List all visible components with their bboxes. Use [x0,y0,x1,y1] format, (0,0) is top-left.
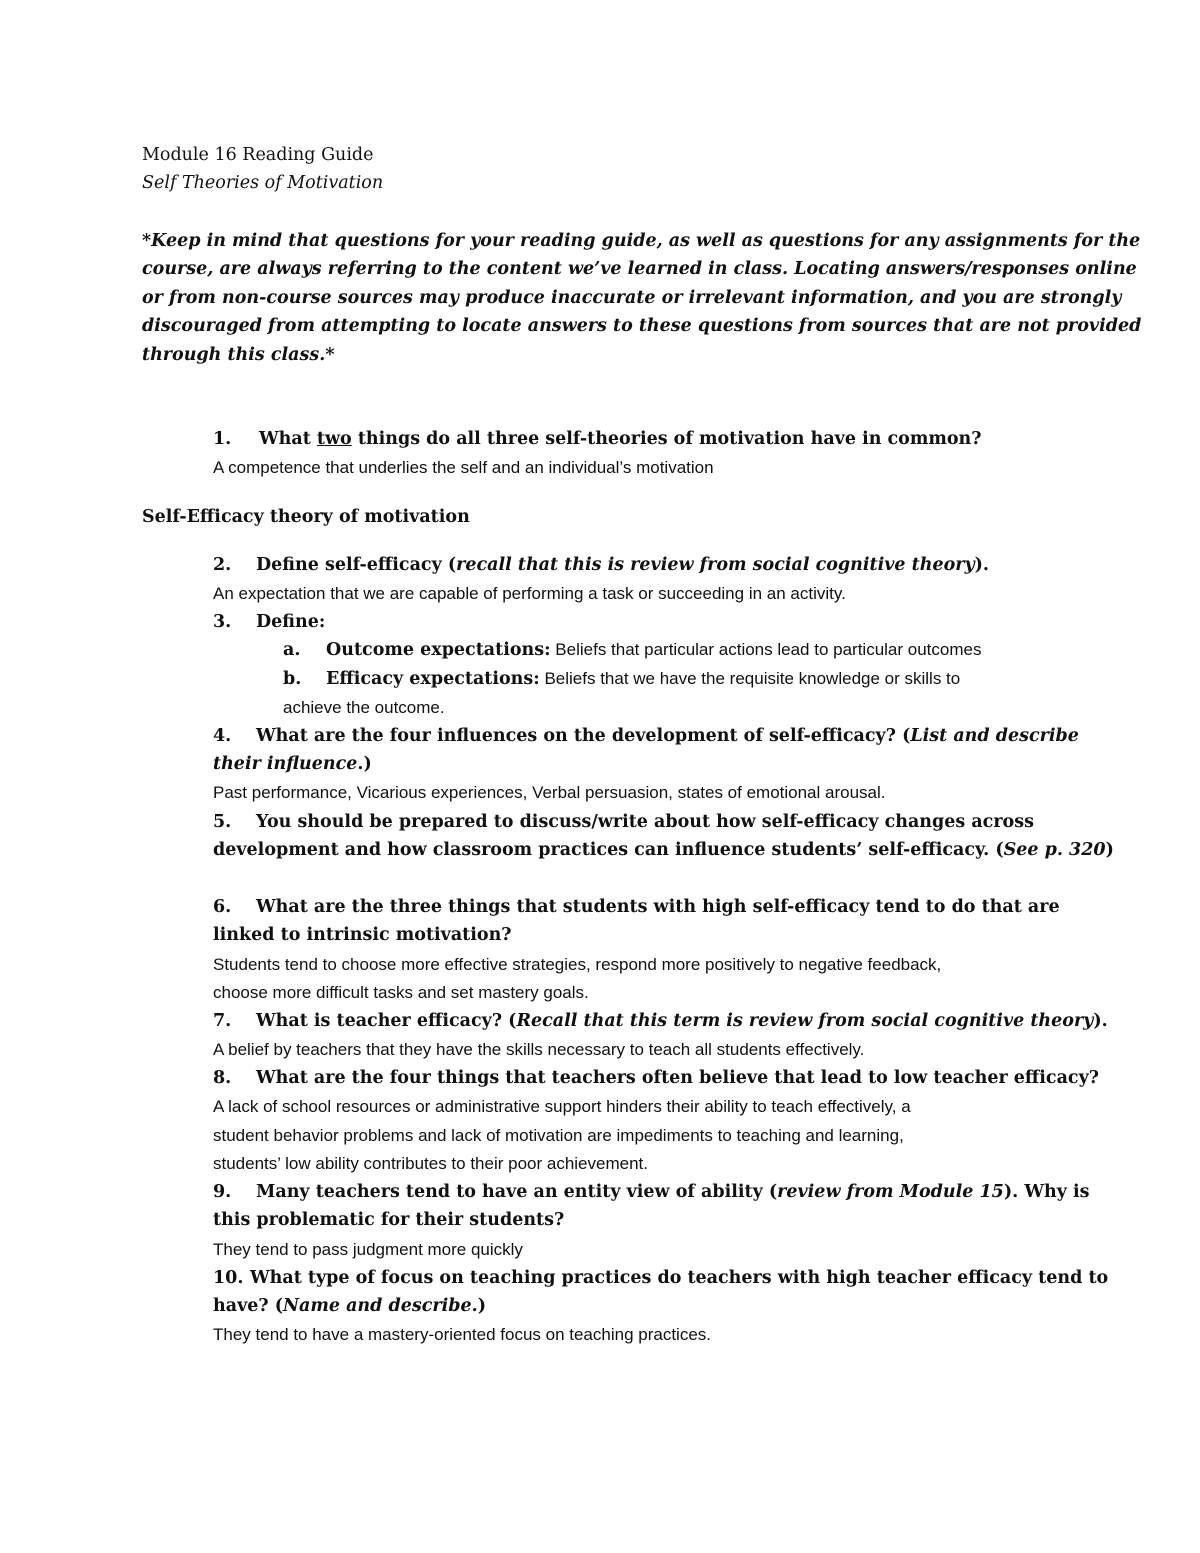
notice-line: through this class.* [142,345,335,365]
question-4: 4. What are the four influences on the development of self-efficacy? (List and describe [213,726,1079,746]
question-number: 1. [213,429,232,449]
emphasis-underline: two [316,429,352,449]
question-number: 5. [213,812,232,832]
question-6: 6. What are the three things that students with high self-efficacy tend to do that are [213,897,1060,917]
question-10: 10. What type of focus on teaching practices do teachers with high teacher efficacy tend to [213,1268,1109,1288]
question-2: 2. Define self-efficacy (recall that this is review from social cognitive theory). [213,555,990,575]
question-3a: a. Outcome expectations: Beliefs that particular actions lead to particular outcomes [283,640,982,660]
question-3b-continuation: achieve the outcome. [283,698,445,717]
notice-line: discouraged from attempting to locate answers to these questions from sources that are not provided [142,316,1142,336]
answer-8: A lack of school resources or administrative support hinders their ability to teach effectively, a [213,1097,911,1116]
answer-1: A competence that underlies the self and an individual’s motivation [213,458,714,477]
notice-line: or from non-course sources may produce inaccurate or irrelevant information, and you are strongly [142,288,1122,308]
question-3b: b. Efficacy expectations: Beliefs that we have the requisite knowledge or skills to [283,669,961,689]
question-8: 8. What are the four things that teachers often believe that lead to low teacher efficacy? [213,1068,1099,1088]
question-number: 6. [213,897,232,917]
question-number: 10. [213,1268,244,1288]
answer-9: They tend to pass judgment more quickly [213,1240,523,1259]
question-number: 3. [213,612,232,632]
question-5-continuation: development and how classroom practices can influence students’ self-efficacy. (See p. 320) [213,840,1114,860]
question-9: 9. Many teachers tend to have an entity view of ability (review from Module 15). Why is [213,1182,1090,1202]
section-heading: Self-Efficacy theory of motivation [142,507,470,527]
answer-7: A belief by teachers that they have the skills necessary to teach all students effectively. [213,1040,865,1059]
question-7: 7. What is teacher efficacy? (Recall that this term is review from social cognitive theory). [213,1011,1108,1031]
question-number: 2. [213,555,232,575]
question-6-continuation: linked to intrinsic motivation? [213,925,512,945]
answer-10: They tend to have a mastery-oriented focus on teaching practices. [213,1325,711,1344]
answer-8: student behavior problems and lack of motivation are impediments to teaching and learning, [213,1126,904,1145]
question-4-continuation: their influence.) [213,754,372,774]
doc-subtitle: Self Theories of Motivation [142,173,384,193]
answer-8: students’ low ability contributes to their poor achievement. [213,1154,648,1173]
answer-6: Students tend to choose more effective strategies, respond more positively to negative feedback, [213,955,942,974]
question-number: 4. [213,726,232,746]
question-10-continuation: have? (Name and describe.) [213,1296,486,1316]
answer-4: Past performance, Vicarious experiences, Verbal persuasion, states of emotional arousal. [213,783,886,802]
question-number: 8. [213,1068,232,1088]
question-5: 5. You should be prepared to discuss/write about how self-efficacy changes across [213,812,1034,832]
question-9-continuation: this problematic for their students? [213,1210,565,1230]
notice-line: *Keep in mind that questions for your reading guide, as well as questions for any assignments for the [142,231,1141,251]
question-number: 9. [213,1182,232,1202]
question-3: 3. Define: [213,612,326,632]
question-number: 7. [213,1011,232,1031]
question-1: 1. What two things do all three self-theories of motivation have in common? [213,429,982,449]
doc-title: Module 16 Reading Guide [142,145,374,165]
notice-line: course, are always referring to the content we’ve learned in class. Locating answers/responses online [142,259,1137,279]
answer-2: An expectation that we are capable of performing a task or succeeding in an activity. [213,584,846,603]
answer-6: choose more difficult tasks and set mastery goals. [213,983,589,1002]
